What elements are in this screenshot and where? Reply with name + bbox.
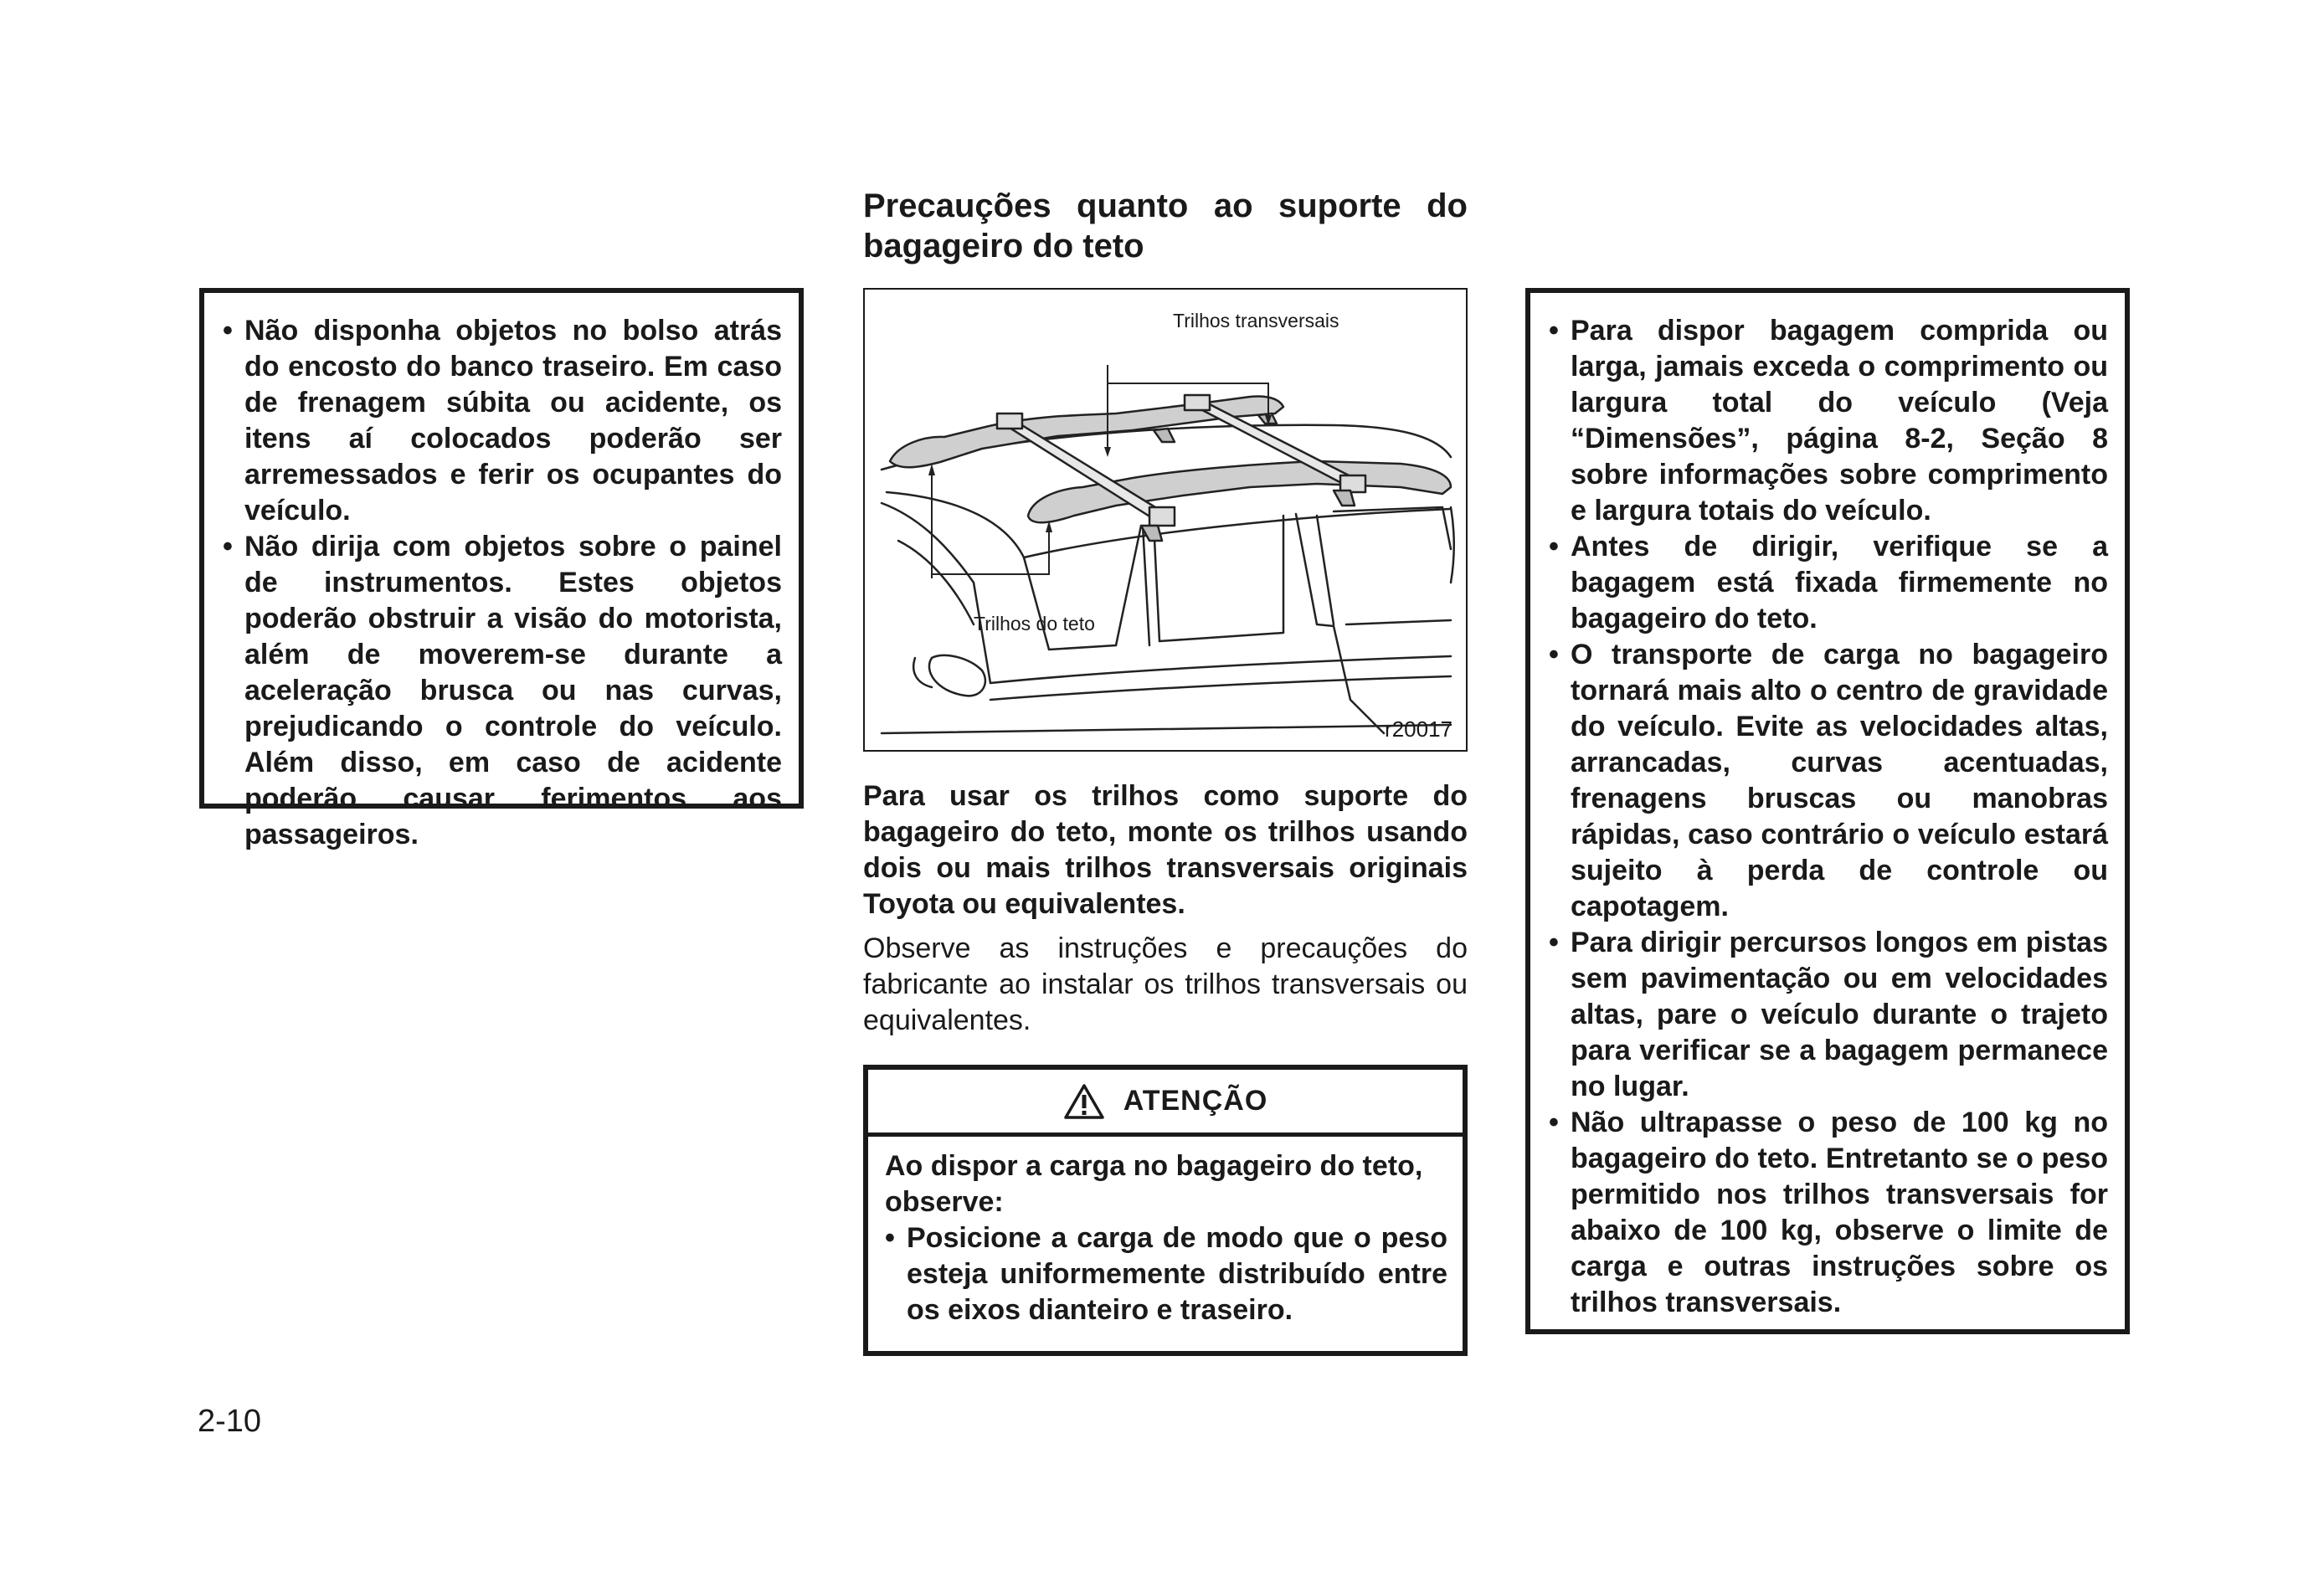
warning-triangle-icon <box>1063 1083 1105 1120</box>
caution-intro: Ao dispor a carga no bagageiro do teto, observe: <box>885 1150 1423 1218</box>
right-warning-item-5: • Não ultrapasse o peso de 100 kg no bagageiro do teto. Entretanto se o peso permitido nos trilhos transversais for abaixo de 100 kg, observe o limite de carga e outras instruções sobre os trilhos transversais. <box>1549 1105 2108 1321</box>
left-warning-box <box>199 288 804 850</box>
label-roof-rails: Trilhos do teto <box>974 613 1095 634</box>
left-warning-list <box>223 313 782 853</box>
roof-rack-illustration <box>863 288 1468 752</box>
right-warning-list <box>1549 313 2108 1321</box>
caution-item-1: • Posicione a carga de modo que o peso esteja uniformemente distribuído entre os eixos dianteiro e traseiro. <box>885 1220 1447 1328</box>
instruction-paragraph: Observe as instruções e precauções do fabricante ao instalar os trilhos transversais ou equivalentes. <box>863 932 1468 1036</box>
left-warning-item-1: • Não disponha objetos no bolso atrás do encosto do banco traseiro. Em caso de frenagem súbita ou acidente, os itens aí colocados poderão ser arremessados e ferir os ocupantes do veículo. <box>223 313 782 529</box>
right-warning-box <box>1525 288 2130 1334</box>
caution-list <box>885 1220 1447 1328</box>
label-crossbars: Trilhos transversais <box>1173 310 1339 331</box>
right-warning-item-4: • Para dirigir percursos longos em pistas sem pavimentação ou em velocidades altas, pare o veículo durante o trajeto para verificar se a bagagem permanece no lugar. <box>1549 925 2108 1105</box>
page-number: 2-10 <box>198 1404 262 1439</box>
roof-rack-drawing <box>865 290 1466 750</box>
caution-title: ATENÇÃO <box>1123 1085 1268 1117</box>
caution-header <box>868 1070 1463 1137</box>
right-warning-item-1: • Para dispor bagagem comprida ou larga, jamais exceda o comprimento ou largura total do veículo (Veja “Dimensões”, página 8-2, Seção 8 sobre informações sobre comprimento e largura totais do veículo. <box>1549 313 2108 529</box>
left-warning-item-2: • Não dirija com objetos sobre o painel de instrumentos. Estes objetos poderão obstruir a visão do motorista, além de moverem-se durante a aceleração brusca ou nas curvas, prejudicando o controle do veículo. Além disso, em caso de acidente poderão causar ferimentos aos passageiros. <box>223 529 782 853</box>
instruction-paragraph-bold: Para usar os trilhos como suporte do bagageiro do teto, monte os trilhos usando dois ou mais trilhos transversais originais Toyota ou equivalentes. <box>863 780 1468 920</box>
figure-code: r20017 <box>1385 717 1452 742</box>
right-warning-item-2: • Antes de dirigir, verifique se a bagagem está fixada firmemente no bagageiro do teto. <box>1549 529 2108 637</box>
right-warning-item-3: • O transporte de carga no bagageiro tornará mais alto o centro de gravidade do veículo. Evite as velocidades altas, arrancadas, curvas acentuadas, frenagens bruscas ou manobras rápidas, caso contrário o veículo estará sujeito à perda de controle ou capotagem. <box>1549 637 2108 925</box>
caution-body <box>868 1137 1463 1328</box>
section-title: Precauções quanto ao suporte do bagageiro do teto <box>863 187 1468 265</box>
caution-box <box>863 1065 1468 1356</box>
